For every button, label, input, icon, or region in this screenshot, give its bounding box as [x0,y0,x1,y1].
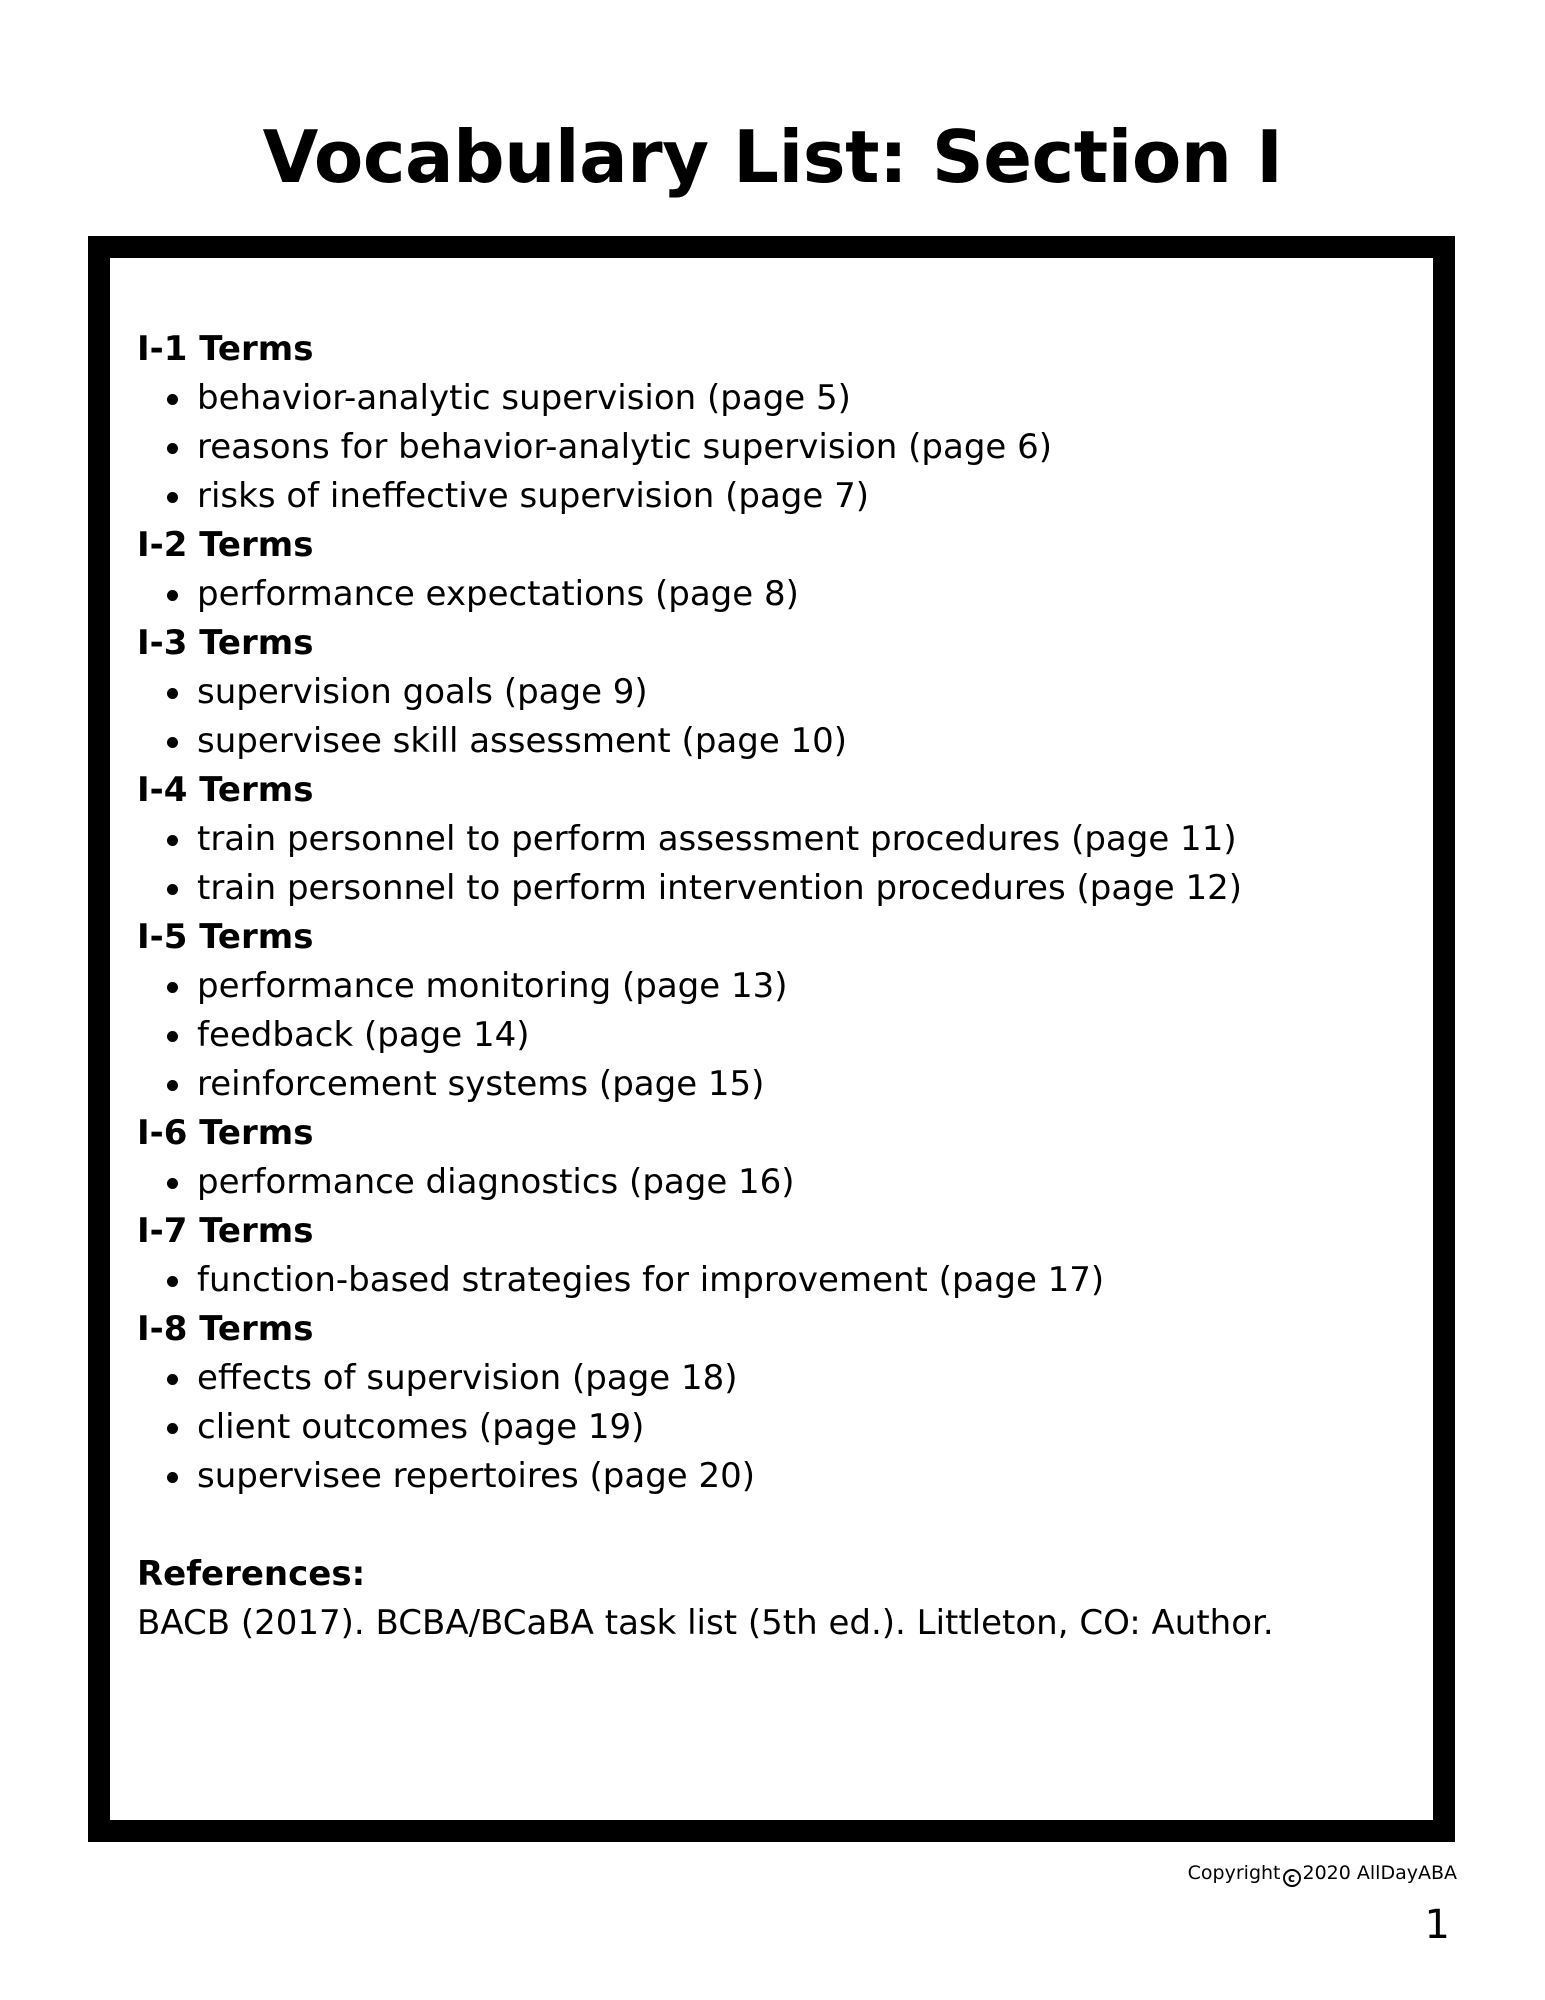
bullet-icon [167,1080,178,1091]
term-item [137,962,1417,1011]
term-item [137,1354,1417,1403]
bullet-icon [167,1276,178,1287]
term-item [137,668,1417,717]
term-text: effects of supervision (page 18) [197,1358,738,1398]
term-list [137,962,1417,1109]
section-heading: I-8 Terms [137,1309,314,1349]
term-item [137,1158,1417,1207]
bullet-icon [167,590,178,601]
term-text: performance monitoring (page 13) [197,966,788,1006]
section-heading: I-6 Terms [137,1113,314,1153]
term-text: supervisee repertoires (page 20) [197,1456,756,1496]
section-heading: I-2 Terms [137,525,314,565]
term-item [137,472,1417,521]
copyright-label: Copyright [1187,1862,1281,1884]
section-heading: I-5 Terms [137,917,314,957]
term-list [137,815,1417,913]
term-text: performance expectations (page 8) [197,574,799,614]
section-i-2 [137,521,1417,619]
term-item [137,864,1417,913]
term-item [137,815,1417,864]
term-text: supervisee skill assessment (page 10) [197,721,848,761]
copyright-text: 2020 AllDayABA [1302,1862,1457,1884]
term-item [137,1256,1417,1305]
term-text: function-based strategies for improvement (page 17) [197,1260,1105,1300]
bullet-icon [167,688,178,699]
term-item [137,1060,1417,1109]
section-i-5 [137,913,1417,1109]
section-heading: I-4 Terms [137,770,314,810]
references-heading: References: [137,1554,366,1594]
section-i-6 [137,1109,1417,1207]
section-heading: I-3 Terms [137,623,314,663]
term-text: risks of ineffective supervision (page 7) [197,476,870,516]
term-text: performance diagnostics (page 16) [197,1162,795,1202]
term-item [137,423,1417,472]
copyright-notice [1188,1860,1457,1887]
term-list [137,1158,1417,1207]
bullet-icon [167,492,178,503]
section-heading: I-1 Terms [137,329,314,369]
bullet-icon [167,1178,178,1189]
section-heading: I-7 Terms [137,1211,314,1251]
term-item [137,1403,1417,1452]
term-list [137,1256,1417,1305]
bullet-icon [167,1472,178,1483]
bullet-icon [167,835,178,846]
term-text: train personnel to perform assessment procedures (page 11) [197,819,1237,859]
copyright-icon: c [1283,1869,1301,1887]
term-text: supervision goals (page 9) [197,672,648,712]
bullet-icon [167,982,178,993]
term-item [137,717,1417,766]
bullet-icon [167,394,178,405]
section-i-1 [137,325,1417,521]
references-section [137,1550,1417,1648]
term-text: behavior-analytic supervision (page 5) [197,378,851,418]
bullet-icon [167,884,178,895]
vocabulary-content [137,325,1417,1648]
bullet-icon [167,1423,178,1434]
term-text: reasons for behavior-analytic supervision (page 6) [197,427,1053,467]
page-number: 1 [1424,1902,1450,1948]
term-item [137,1011,1417,1060]
term-text: reinforcement systems (page 15) [197,1064,765,1104]
term-item [137,374,1417,423]
term-text: feedback (page 14) [197,1015,530,1055]
bullet-icon [167,443,178,454]
term-item [137,570,1417,619]
term-text: train personnel to perform intervention procedures (page 12) [197,868,1243,908]
bullet-icon [167,1031,178,1042]
bullet-icon [167,737,178,748]
section-i-8 [137,1305,1417,1501]
term-list [137,1354,1417,1501]
term-text: client outcomes (page 19) [197,1407,645,1447]
reference-entry: BACB (2017). BCBA/BCaBA task list (5th ed.). Littleton, CO: Author. [137,1603,1274,1643]
section-i-7 [137,1207,1417,1305]
page-title: Vocabulary List: Section I [262,115,1283,199]
section-i-3 [137,619,1417,766]
term-item [137,1452,1417,1501]
section-i-4 [137,766,1417,913]
term-list [137,668,1417,766]
term-list [137,374,1417,521]
bullet-icon [167,1374,178,1385]
term-list [137,570,1417,619]
